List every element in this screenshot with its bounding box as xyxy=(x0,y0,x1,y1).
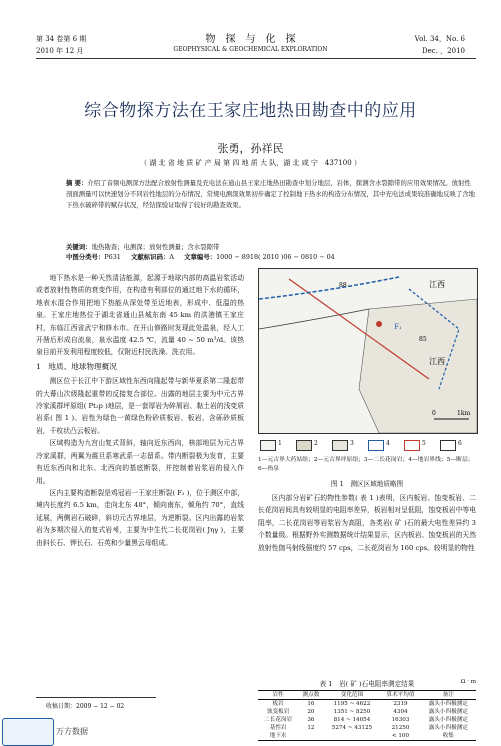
table-cell: 814 ~ 14054 xyxy=(333,717,371,723)
scale-label-zero: 0 xyxy=(432,410,436,417)
journal-title: 物 探 与 化 探 xyxy=(205,34,296,45)
legend-number: 2 xyxy=(314,440,318,447)
paragraph: 区内部分岩矿石的物性参数( 表 1 )表明，区内板岩、蚀变板岩、二长花岗岩间具有较明显的电阻率差异，板岩相对呈低阻，蚀变板岩中等电阻率，二长花岗岩等岩浆岩为高阻，各类岩( 矿 )石的最大电性差异约 3 个数量级。根据野外实测数据统计结果显示，区内板岩、蚀变板岩的天然放射性伽马射线强度约 57 cps，二长花岗岩为 160 cps。较明显的物性 xyxy=(258,494,476,552)
legend-swatch-1 xyxy=(260,440,276,451)
legend-swatch-4 xyxy=(368,440,384,451)
keywords-label: 关键词： xyxy=(66,243,92,251)
legend-number: 4 xyxy=(386,440,390,447)
left-column xyxy=(36,272,244,549)
table-cell: 露头小四极测定 xyxy=(428,717,468,723)
table-cell: 4304 xyxy=(393,709,408,715)
legend-number: 6 xyxy=(458,440,462,447)
paragraph: 测区位于长江中下游区域性东西向隆起带与新华夏系第二隆起带的大幕山次级隆起重带的反接复合部位。出露的地层主要为中元古界冷家溪群坪原组( Pt₂p )地层，是一套厚岩为碎屑岩、黏土岩的浅变质岩系( 图 1 )。岩性为绿色一黄绿色粉砂质板岩、板岩、含砾砂质板岩，千枚状凸云板岩。 xyxy=(36,377,244,435)
doc-code-value: A xyxy=(169,253,174,261)
table-cell: < 100 xyxy=(391,733,410,739)
header-rule xyxy=(36,58,476,59)
legend-description: 1—元古界大药姑组；2—元古界坪原组；3—二长花岗岩；4—地岩界线；5—断层；6—热泉 xyxy=(258,457,474,472)
legend-swatch-6 xyxy=(440,440,456,451)
table-cell: 16303 xyxy=(391,717,410,723)
intro-paragraph: 地下热水是一种天然清洁能源，起源于地球内部的高温岩浆活动或者放射性物质的衰变作用，在构造有利部位的通过地下水的循环，地表水混合作用把地下热能从深处带至近地表，形成中、低温的热泉。王家庄地热位于湖北省通山县城东南 45 km 的洪港镇王家庄村，东临江西省武宁和修水市。在开山修路时发现此处温泉，经人工开凿后形成自流泉，泉水温度 42.5 ℃，流量 40 ~ 50 m³/d。该热泉目前开发利用程度较低，仅附近村民洗澡、洗衣用。 xyxy=(36,274,244,357)
wanfang-logo xyxy=(2,718,54,746)
header-volume: 第 34 卷第 6 期 xyxy=(36,35,87,43)
paragraph: 区域构造为九宫山复式背斜，轴向近东西向，核部地层为元古界冷家溪群，两翼为震旦系寒武系一志留系。带内断裂极为发育，主要有近东西向和北东、北西向的基底断裂，并控制着岩浆岩的侵入作用。 xyxy=(36,439,244,485)
hot-spring-symbol xyxy=(376,321,382,327)
legend-number: 5 xyxy=(422,440,426,447)
table-cell: 蚀变板岩 xyxy=(266,709,290,715)
legend-swatch-2 xyxy=(296,440,312,451)
article-title: 综合物探方法在王家庄地热田勘查中的应用 xyxy=(84,101,417,121)
legend-swatch-5 xyxy=(404,440,420,451)
figure-legend xyxy=(258,438,476,456)
legend-number: 3 xyxy=(350,440,354,447)
table-cell: 板岩 xyxy=(272,701,284,707)
table-row xyxy=(258,724,476,732)
authors: 张勇，孙祥民 xyxy=(217,142,284,155)
table-title: 表 1 岩( 矿 )石电阻率测定结果 xyxy=(319,680,415,688)
table-header: 算术平均值 xyxy=(386,692,415,698)
legend-number: 1 xyxy=(278,440,282,447)
wanfang-logo-text: 万方数据 xyxy=(56,727,88,736)
label-jiangxi: 江西 xyxy=(429,280,445,289)
table-header: 岩性 xyxy=(272,692,284,698)
article-id-value: 1000 − 8918( 2010 )06 − 0810 − 04 xyxy=(216,253,335,261)
scale-label: 1km xyxy=(457,410,471,417)
label-jiangxi-2: 江西 xyxy=(429,357,445,366)
right-column xyxy=(258,492,476,554)
table-cell: 5274 ~ 43125 xyxy=(331,725,373,731)
table-cell: 16 xyxy=(307,701,315,707)
affiliation: （ 湖 北 省 地 质 矿 产 局 第 四 地 质 大 队，湖 北 咸 宁 437100 ） xyxy=(140,159,361,167)
label-fault: F₁ xyxy=(394,323,402,331)
legend-swatch-3 xyxy=(332,440,348,451)
table-row xyxy=(258,700,476,709)
clc-label: 中图分类号： xyxy=(66,253,105,261)
journal-title-en: GEOPHYSICAL & GEOCHEMICAL EXPLORATION xyxy=(173,46,328,53)
table-cell: 36 xyxy=(307,717,315,723)
geology-map xyxy=(259,269,477,433)
header-volume-en: Vol. 34，No. 6 xyxy=(414,35,465,43)
table-row xyxy=(258,708,476,716)
paragraph: 区内主要构造断裂是鸡冠岩一王家庄断裂( F₁ )，位于测区中部，境内长度约 6.5 km，走向北东 48°，倾向南东，倾角约 70°，直线延展，两侧岩石破碎，斜切元古界地层，为逆断裂。区内出露的岩浆岩为多期次侵入的复式岩체，主要为中生代二长花岗岩( Jηγ )，主要由斜长石、钾长石、石英和少量黑云母组成。 xyxy=(36,488,244,547)
table-cell: 露头小四极测定 xyxy=(428,701,468,707)
table-cell: 收集 xyxy=(442,733,454,739)
received-date: 收稿日期：2009 − 12 − 02 xyxy=(46,703,125,710)
abstract-label: 摘 要： xyxy=(66,179,88,187)
table-header-row xyxy=(258,691,476,700)
label-angle-88: 88 xyxy=(339,282,347,289)
doc-code-label: 文献标识码： xyxy=(131,253,170,261)
section-heading-1: 1 地质、地球物理概况 xyxy=(36,361,117,371)
clc-value: P631 xyxy=(104,253,121,261)
abstract xyxy=(66,178,476,212)
header-date-en: Dec. ，2010 xyxy=(422,47,465,55)
abstract-text: 介绍了音频电测深方法配合放射性测量及充电法在通山县王家庄地热田勘查中划分地层、岩体，探测含水裂隙带的应用效果情况。放射性剖面测量可以快速划分不同岩性地层的分布情况，常规电测深效果初步确定了控制地下热水的构造分布情况，其中充电法成果较准确地反映了含地下热水破碎带的赋存状况，经钻探验证取得了较好的勘查效果。 xyxy=(66,179,475,210)
figure-caption: 图 1 测区区域地质略图 xyxy=(330,480,404,488)
table-cell xyxy=(298,732,323,741)
table-unit: Ω · m xyxy=(460,679,476,685)
table-cell: 二长花岗岩 xyxy=(264,717,293,723)
table-header: 变化范围 xyxy=(340,692,364,698)
geology-map-figure xyxy=(258,268,478,434)
table-row xyxy=(258,716,476,724)
keywords xyxy=(66,242,476,262)
table-cell: 露头小四极测定 xyxy=(428,725,468,731)
footer-rule xyxy=(36,697,156,698)
label-angle-85: 85 xyxy=(419,336,427,343)
table-header: 备注 xyxy=(442,692,454,698)
table-row xyxy=(258,732,476,741)
table-cell: 1195 ~ 4622 xyxy=(333,701,371,707)
article-id-label: 文章编号： xyxy=(184,253,217,261)
header-date: 2010 年 12 月 xyxy=(36,47,84,55)
table-cell: 2319 xyxy=(393,701,408,707)
table-cell: 20 xyxy=(307,709,315,715)
resistivity-table xyxy=(258,690,476,741)
table-header: 测点数 xyxy=(302,692,320,698)
table-cell: 1351 ~ 8250 xyxy=(333,709,371,715)
table-cell xyxy=(324,732,381,741)
table-cell: 12 xyxy=(307,725,315,731)
table-cell: 基性岩 xyxy=(269,725,287,731)
keywords-text: 地热勘查；电测深；放射性测量；含水裂隙带 xyxy=(91,243,220,251)
table-cell: 露头小四极测定 xyxy=(428,709,468,715)
table-cell: 地下水 xyxy=(269,733,287,739)
table-cell: 21250 xyxy=(391,725,410,731)
